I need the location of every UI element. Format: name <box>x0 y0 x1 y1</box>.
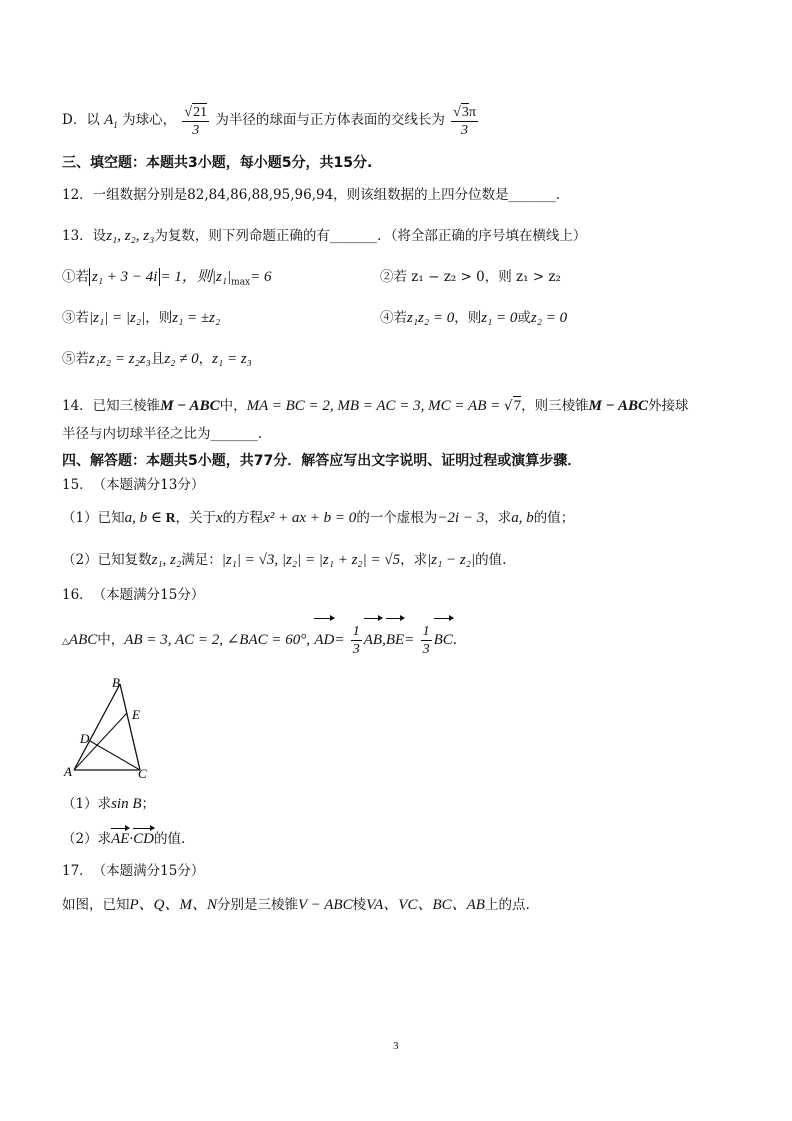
edge-bc <box>120 684 140 770</box>
question-16-part2: （2）求AE·CD的值. <box>62 831 186 847</box>
question-15-header: 15． （本题满分13分） <box>62 477 205 493</box>
label-c: C <box>138 766 147 781</box>
section3-heading: 三、填空题：本题共3小题，每小题5分，共15分. <box>62 155 373 171</box>
question-15-part1: （1）已知a, b ∈ R，关于x的方程x² + ax + b = 0的一个虚根为−2i − 3，求a, b的值； <box>62 510 575 526</box>
question-15-part2: （2）已知复数z₁, z₂满足：|z₁| = √3, |z₂| = |z₁ + z₂| = √5，求|z₁ − z₂|的值. <box>62 552 507 568</box>
option-label: D．以 <box>62 112 100 128</box>
edge-ba <box>74 684 120 770</box>
triangle-figure <box>62 672 162 784</box>
question-17-header: 17． （本题满分15分） <box>62 863 205 879</box>
question-14-line2: 半径与内切球半径之比为_______. <box>62 426 263 442</box>
q13-option2: ②若 z₁ − z₂ > 0，则 z₁ > z₂ <box>380 269 561 285</box>
question-13-row3: ⑤若z₁z₂ = z₂z₃且z₂ ≠ 0，z₁ = z₃ <box>62 351 252 367</box>
length-fraction: $\frac{√3\pi}{3}$ <box>453 104 476 138</box>
label-b: B <box>112 675 120 690</box>
text-center: 为球心， <box>122 112 177 128</box>
radius-fraction: $\frac{√21}{3}$ <box>184 104 208 138</box>
question-13-row2: ③若|z₁| = |z₂|，则z₁ = ±z₂ ④若z₁z₂ = 0，则z₁ = 0或z₂ = 0 <box>62 310 568 326</box>
math-a1: $A_1$ <box>104 112 118 130</box>
question-13-row1: ①若 z₁ + 3 − 4i = 1，则$|z_1|_{max}= 6$ ②若 z₁ − z₂ > 0，则 z₁ > z₂ <box>62 269 561 288</box>
section4-heading: 四、解答题：本题共5小题，共77分．解答应写出文字说明、证明过程或演算步骤． <box>62 453 582 469</box>
question-14-line1: 14．已知三棱锥M − ABC中，MA = BC = 2, MB = AC = 3, MC = AB = √7，则三棱锥M − ABC外接球 <box>62 398 689 414</box>
question-16-given: △ABC中，AB = 3, AC = 2, ∠BAC = 60°, AD= $\frac{1}{3}$ AB,BE= $\frac{1}{3}$ BC. <box>62 620 457 662</box>
q13-option4: ④若z₁z₂ = 0，则z₁ = 0或z₂ = 0 <box>380 310 568 326</box>
question-13-stem: 13．设z₁, z₂, z₃为复数，则下列命题正确的有_______．（将全部正确的序号填在横线上） <box>62 228 587 244</box>
question-16-header: 16． （本题满分15分） <box>62 587 205 603</box>
label-a: A <box>64 764 72 779</box>
label-d: D <box>80 731 90 746</box>
text-radius: 为半径的球面与正方体表面的交线长为 <box>215 112 445 128</box>
question-12: 12．一组数据分别是82,84,86,88,95,96,94，则该组数据的上四分位数是_______. <box>62 187 561 203</box>
option-d <box>62 98 480 147</box>
question-17-text: 如图，已知P、Q、M、N分别是三棱锥V − ABC棱VA、VC、BC、AB上的点. <box>62 897 530 913</box>
label-e: E <box>132 707 140 722</box>
page-number: 3 <box>393 1040 399 1052</box>
question-16-part1: （1）求sin B； <box>62 796 156 812</box>
segment-cd <box>90 741 140 770</box>
